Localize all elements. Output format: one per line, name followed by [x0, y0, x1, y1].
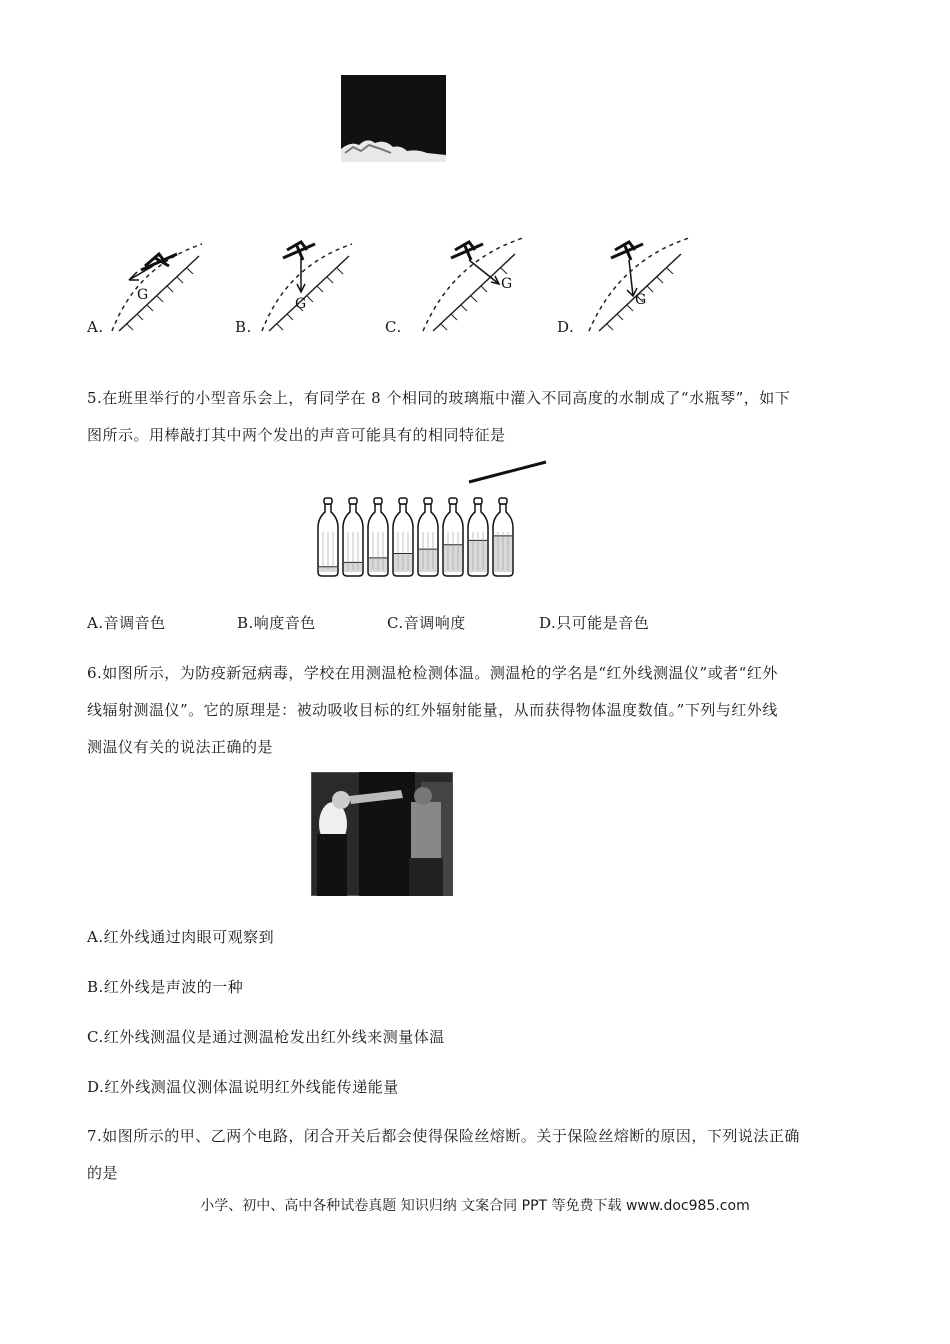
q5-stem-line1: 5.在班里举行的小型音乐会上，有同学在 8 个相同的玻璃瓶中灌入不同高度的水制成了“水瓶琴”，如下 — [87, 389, 791, 407]
q5-option-a: A.音调音色 — [87, 614, 166, 632]
q5-options — [87, 612, 787, 636]
bottle-cap — [499, 498, 507, 504]
q4-option-d — [557, 236, 707, 336]
q6-stem-line1: 6.如图所示，为防疫新冠病毒，学校在用测温枪检测体温。测温枪的学名是“红外线测温仪”或者“红外 — [87, 664, 778, 682]
q7-stem-line1: 7.如图所示的甲、乙两个电路，闭合开关后都会使得保险丝熔断。关于保险丝熔断的原因，下列说法正确 — [87, 1127, 800, 1145]
bottles — [318, 498, 513, 576]
q4-options — [85, 236, 845, 336]
bottle — [318, 498, 338, 576]
q5-option-c: C.音调响度 — [387, 614, 466, 632]
bottle — [493, 498, 513, 576]
q4-diagram-c — [413, 236, 533, 336]
q4-force-label-a: G — [137, 287, 149, 303]
bottle — [343, 498, 363, 576]
bottle — [443, 498, 463, 576]
q4-diagram-d — [579, 236, 699, 336]
q5-option-d: D.只可能是音色 — [539, 614, 650, 632]
q6-stem-line2: 线辐射测温仪”。它的原理是：被动吸收目标的红外辐射能量，从而获得物体温度数值。”下列与红外线 — [87, 701, 778, 719]
bottle-cap — [374, 498, 382, 504]
q6-stem — [87, 655, 867, 766]
q4-option-a-label: A. — [87, 318, 104, 336]
bottle-cap — [324, 498, 332, 504]
q4-option-b-label: B. — [235, 318, 252, 336]
q4-option-b — [235, 236, 375, 336]
q5-stem-line2: 图所示。用棒敲打其中两个发出的声音可能具有的相同特征是 — [87, 426, 506, 444]
q4-diagram-a — [107, 236, 207, 336]
bottle-cap — [424, 498, 432, 504]
q4-option-c — [385, 236, 545, 336]
q4-option-a — [85, 236, 225, 336]
bottle-cap — [449, 498, 457, 504]
q7-stem-line2: 的是 — [87, 1164, 119, 1182]
q4-option-c-label: C. — [385, 318, 402, 336]
q4-option-d-label: D. — [557, 318, 575, 336]
bottle — [368, 498, 388, 576]
q5-option-b: B.响度音色 — [237, 614, 316, 632]
q4-force-label-b: G — [295, 296, 307, 312]
striking-stick — [469, 462, 546, 482]
bottle — [393, 498, 413, 576]
bottle — [468, 498, 488, 576]
skier-photo — [341, 75, 446, 162]
q4-force-label-c: G — [501, 276, 513, 292]
bottle — [418, 498, 438, 576]
q4-force-label-d: G — [635, 292, 647, 308]
bottle-cap — [474, 498, 482, 504]
q7-stem — [87, 1118, 867, 1192]
water-bottle-xylophone-figure — [312, 458, 552, 578]
bottle-cap — [349, 498, 357, 504]
q5-stem — [87, 380, 867, 454]
q6-option-d: D.红外线测温仪测体温说明红外线能传递能量 — [87, 1078, 399, 1096]
bottle-cap — [399, 498, 407, 504]
q6-option-c: C.红外线测温仪是通过测温枪发出红外线来测量体温 — [87, 1028, 445, 1046]
temperature-check-photo — [311, 772, 453, 896]
q6-stem-line3: 测温仪有关的说法正确的是 — [87, 738, 274, 756]
q6-option-b: B.红外线是声波的一种 — [87, 978, 244, 996]
q4-diagram-b — [257, 236, 357, 336]
page-footer: 小学、初中、高中各种试卷真题 知识归纳 文案合同 PPT 等免费下载 www.doc985.com — [200, 1198, 750, 1214]
q6-option-a: A.红外线通过肉眼可观察到 — [87, 928, 275, 946]
